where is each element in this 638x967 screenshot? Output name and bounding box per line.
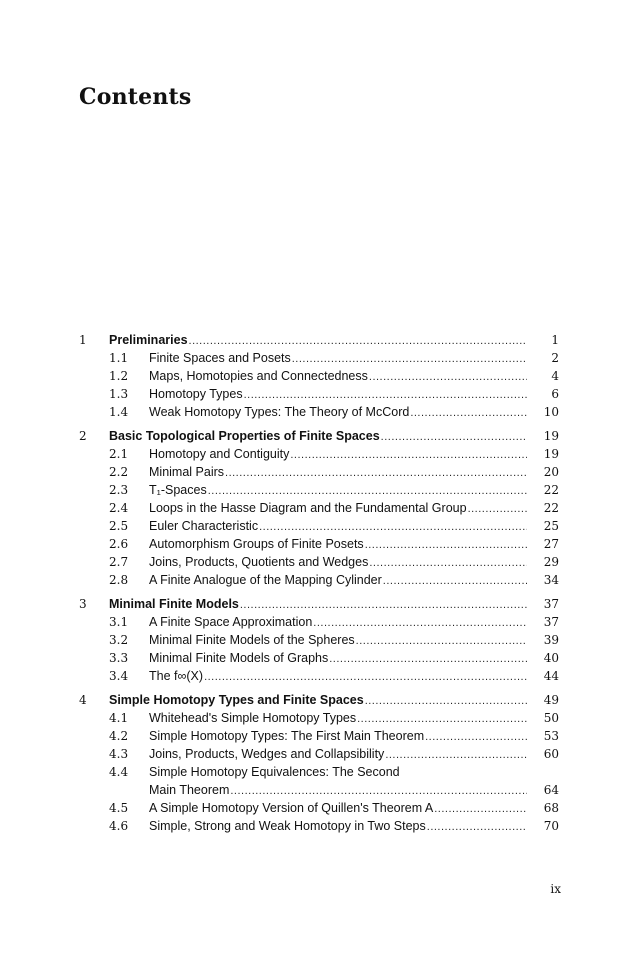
section-title: Simple Homotopy Equivalences: The Second [149, 765, 400, 779]
section-number: 2.6 [109, 537, 129, 551]
section-title: A Finite Space Approximation [149, 615, 313, 629]
section-title: Minimal Finite Models of Graphs [149, 651, 329, 665]
section-number: 2.3 [109, 483, 129, 497]
page-ref: 25 [543, 519, 559, 533]
section-title: Minimal Pairs [149, 465, 225, 479]
section-entry[interactable] [79, 709, 559, 727]
section-number: 1.1 [109, 351, 129, 365]
page-ref: 22 [543, 483, 559, 497]
chapter-entry[interactable] [79, 595, 559, 613]
page-ref: 10 [543, 405, 559, 419]
section-entry[interactable] [79, 817, 559, 835]
dot-leader [244, 386, 527, 404]
page-ref: 40 [543, 651, 559, 665]
chapter-title: Basic Topological Properties of Finite Spaces [109, 429, 380, 443]
chapter-entry[interactable] [79, 331, 559, 349]
dot-leader [313, 614, 527, 632]
section-entry[interactable] [79, 445, 559, 463]
dot-leader [208, 482, 527, 500]
page-ref: 29 [543, 555, 559, 569]
page-ref: 27 [543, 537, 559, 551]
section-entry[interactable] [79, 517, 559, 535]
dot-leader [204, 668, 527, 686]
page-ref: 44 [543, 669, 559, 683]
section-entry[interactable] [79, 349, 559, 367]
table-of-contents [79, 331, 559, 841]
page-number: ix [550, 882, 561, 896]
section-title: A Finite Analogue of the Mapping Cylinder [149, 573, 382, 587]
section-title: Simple, Strong and Weak Homotopy in Two Steps [149, 819, 426, 833]
section-number: 1.4 [109, 405, 129, 419]
section-title: Finite Spaces and Posets [149, 351, 291, 365]
section-number: 3.2 [109, 633, 129, 647]
section-entry[interactable] [79, 745, 559, 763]
page-ref: 37 [543, 597, 559, 611]
dot-leader [292, 350, 527, 368]
section-entry[interactable] [79, 727, 559, 745]
section-title: Maps, Homotopies and Connectedness [149, 369, 368, 383]
chapter-title: Preliminaries [109, 333, 188, 347]
page-ref: 1 [551, 333, 559, 347]
section-title: Homotopy and Contiguity [149, 447, 290, 461]
chapter-title: Minimal Finite Models [109, 597, 239, 611]
page-ref: 53 [543, 729, 559, 743]
dot-leader [369, 554, 527, 572]
section-number: 1.3 [109, 387, 129, 401]
dot-leader [240, 596, 527, 614]
section-title: Automorphism Groups of Finite Posets [149, 537, 364, 551]
dot-leader [385, 746, 527, 764]
page-ref: 68 [543, 801, 559, 815]
section-entry[interactable] [79, 367, 559, 385]
chapter-block [79, 331, 559, 421]
section-number: 2.7 [109, 555, 129, 569]
section-title: A Simple Homotopy Version of Quillen's Theorem A [149, 801, 434, 815]
page-ref: 19 [543, 447, 559, 461]
dot-leader [383, 572, 527, 590]
page-ref: 64 [543, 783, 559, 797]
chapter-number: 1 [79, 333, 87, 347]
page-ref: 6 [551, 387, 559, 401]
page-ref: 34 [543, 573, 559, 587]
page-ref: 50 [543, 711, 559, 725]
section-entry[interactable] [79, 781, 559, 799]
section-number: 4.1 [109, 711, 129, 725]
dot-leader [230, 782, 527, 800]
section-entry[interactable] [79, 463, 559, 481]
section-title: Main Theorem [149, 783, 230, 797]
section-number: 1.2 [109, 369, 129, 383]
dot-leader [381, 428, 527, 446]
dot-leader [357, 710, 527, 728]
section-title: Weak Homotopy Types: The Theory of McCord [149, 405, 410, 419]
dot-leader [369, 368, 527, 386]
section-title: Joins, Products, Wedges and Collapsibility [149, 747, 385, 761]
section-entry[interactable] [79, 553, 559, 571]
chapter-number: 4 [79, 693, 87, 707]
chapter-block [79, 595, 559, 685]
section-number: 4.4 [109, 765, 129, 779]
section-entry[interactable] [79, 763, 559, 781]
chapter-number: 3 [79, 597, 87, 611]
page-ref: 22 [543, 501, 559, 515]
section-title: T₁-Spaces [149, 483, 207, 497]
chapter-entry[interactable] [79, 427, 559, 445]
section-entry[interactable] [79, 631, 559, 649]
section-title: Homotopy Types [149, 387, 243, 401]
page-ref: 39 [543, 633, 559, 647]
section-title: Simple Homotopy Types: The First Main Theorem [149, 729, 425, 743]
page-ref: 49 [543, 693, 559, 707]
dot-leader [329, 650, 527, 668]
section-number: 4.2 [109, 729, 129, 743]
section-entry[interactable] [79, 649, 559, 667]
chapter-block [79, 427, 559, 589]
dot-leader [189, 332, 527, 350]
section-entry[interactable] [79, 571, 559, 589]
section-entry[interactable] [79, 535, 559, 553]
section-entry[interactable] [79, 499, 559, 517]
dot-leader [259, 518, 527, 536]
section-entry[interactable] [79, 667, 559, 685]
page-title: Contents [79, 84, 192, 110]
dot-leader [225, 464, 527, 482]
chapter-block [79, 691, 559, 835]
section-title: Joins, Products, Quotients and Wedges [149, 555, 369, 569]
dot-leader [365, 692, 527, 710]
chapter-entry[interactable] [79, 691, 559, 709]
section-number: 2.8 [109, 573, 129, 587]
section-number: 2.1 [109, 447, 129, 461]
section-entry[interactable] [79, 403, 559, 421]
section-number: 2.2 [109, 465, 129, 479]
section-entry[interactable] [79, 799, 559, 817]
section-title: The f∞(X) [149, 669, 204, 683]
chapter-number: 2 [79, 429, 87, 443]
page-ref: 19 [543, 429, 559, 443]
dot-leader [356, 632, 527, 650]
page-ref: 20 [543, 465, 559, 479]
section-number: 3.4 [109, 669, 129, 683]
section-title: Whitehead's Simple Homotopy Types [149, 711, 357, 725]
section-number: 4.3 [109, 747, 129, 761]
dot-leader [434, 800, 527, 818]
section-title: Loops in the Hasse Diagram and the Fundamental Group [149, 501, 467, 515]
section-number: 2.5 [109, 519, 129, 533]
dot-leader [410, 404, 527, 422]
dot-leader [468, 500, 527, 518]
section-number: 3.3 [109, 651, 129, 665]
page-ref: 60 [543, 747, 559, 761]
chapter-title: Simple Homotopy Types and Finite Spaces [109, 693, 364, 707]
dot-leader [427, 818, 527, 836]
dot-leader [425, 728, 527, 746]
section-number: 2.4 [109, 501, 129, 515]
page-ref: 37 [543, 615, 559, 629]
dot-leader [290, 446, 527, 464]
section-entry[interactable] [79, 385, 559, 403]
page-ref: 2 [551, 351, 559, 365]
section-number: 4.6 [109, 819, 129, 833]
page-ref: 70 [543, 819, 559, 833]
dot-leader [365, 536, 527, 554]
section-title: Minimal Finite Models of the Spheres [149, 633, 355, 647]
section-entry[interactable] [79, 481, 559, 499]
section-number: 3.1 [109, 615, 129, 629]
section-entry[interactable] [79, 613, 559, 631]
section-number: 4.5 [109, 801, 129, 815]
section-title: Euler Characteristic [149, 519, 259, 533]
page-ref: 4 [551, 369, 559, 383]
